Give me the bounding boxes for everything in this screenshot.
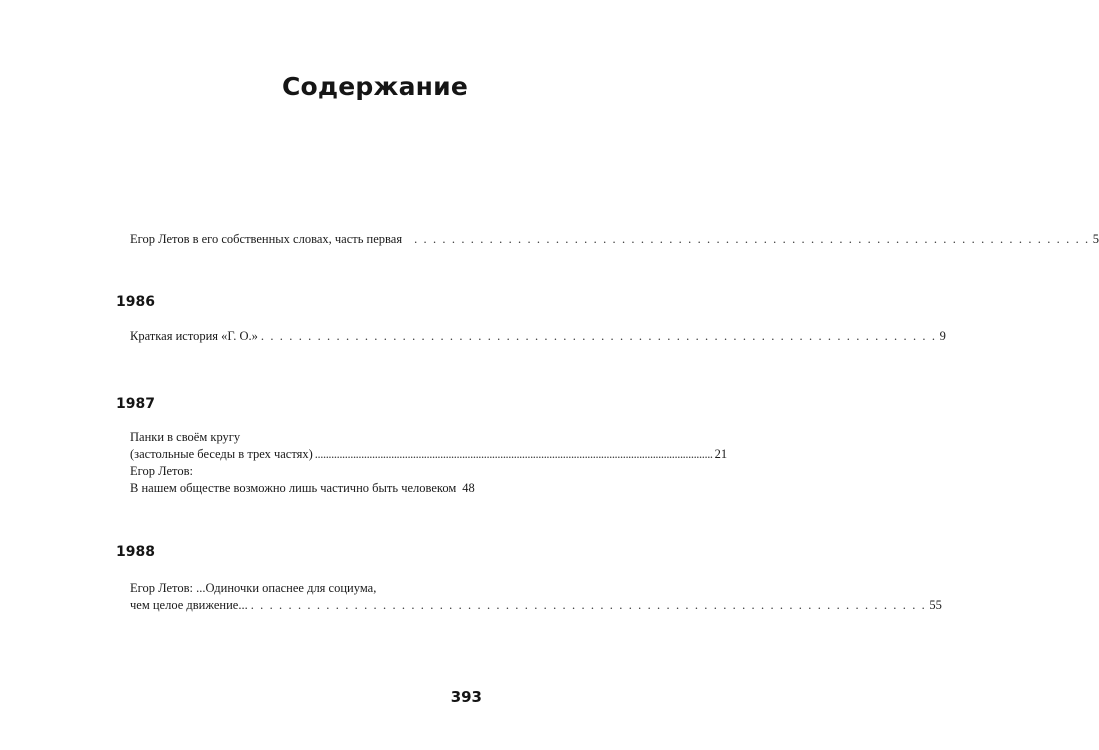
- toc-entry-history: [130, 328, 946, 344]
- toc-entry-page: 9: [939, 329, 946, 343]
- toc-entry-title: Краткая история «Г. О.»: [130, 329, 258, 343]
- toc-entry-page: 5: [1092, 232, 1099, 246]
- page-title: Содержание: [281, 72, 468, 101]
- toc-entry-punks-line1: [130, 429, 468, 445]
- leader-dots: [414, 231, 1090, 247]
- page-number: 393: [450, 688, 482, 706]
- toc-entry-title: Егор Летов: ...Одиночки опаснее для социума,: [130, 581, 377, 595]
- toc-entry-punks-line2: [130, 446, 728, 462]
- toc-entry-page: 48: [462, 481, 475, 495]
- leader-dots: [251, 597, 927, 613]
- section-year-1987: 1987: [116, 396, 155, 412]
- toc-entry-page: 21: [714, 447, 728, 461]
- toc-entry-title: (застольные беседы в трех частях): [130, 447, 313, 461]
- toc-entry-loners-line1: [130, 580, 468, 596]
- section-year-1988: 1988: [116, 544, 155, 560]
- toc-entry-title: чем целое движение...: [130, 598, 248, 612]
- leader-dots: [315, 446, 713, 462]
- toc-entry-title: Панки в своём кругу: [130, 430, 241, 444]
- toc-entry-society-line2: [130, 480, 475, 496]
- toc-entry-title: Егор Летов в его собственных словах, часть первая: [130, 232, 403, 246]
- section-year-1986: 1986: [116, 294, 155, 310]
- leader-dots: [261, 328, 937, 344]
- toc-entry-intro: [130, 231, 1099, 247]
- toc-entry-society-line1: [130, 463, 468, 479]
- toc-entry-title: В нашем обществе возможно лишь частично быть человеком: [130, 481, 457, 495]
- toc-entry-title: Егор Летов:: [130, 464, 193, 478]
- toc-entry-loners-line2: [130, 597, 942, 613]
- toc-entry-page: 55: [929, 598, 942, 612]
